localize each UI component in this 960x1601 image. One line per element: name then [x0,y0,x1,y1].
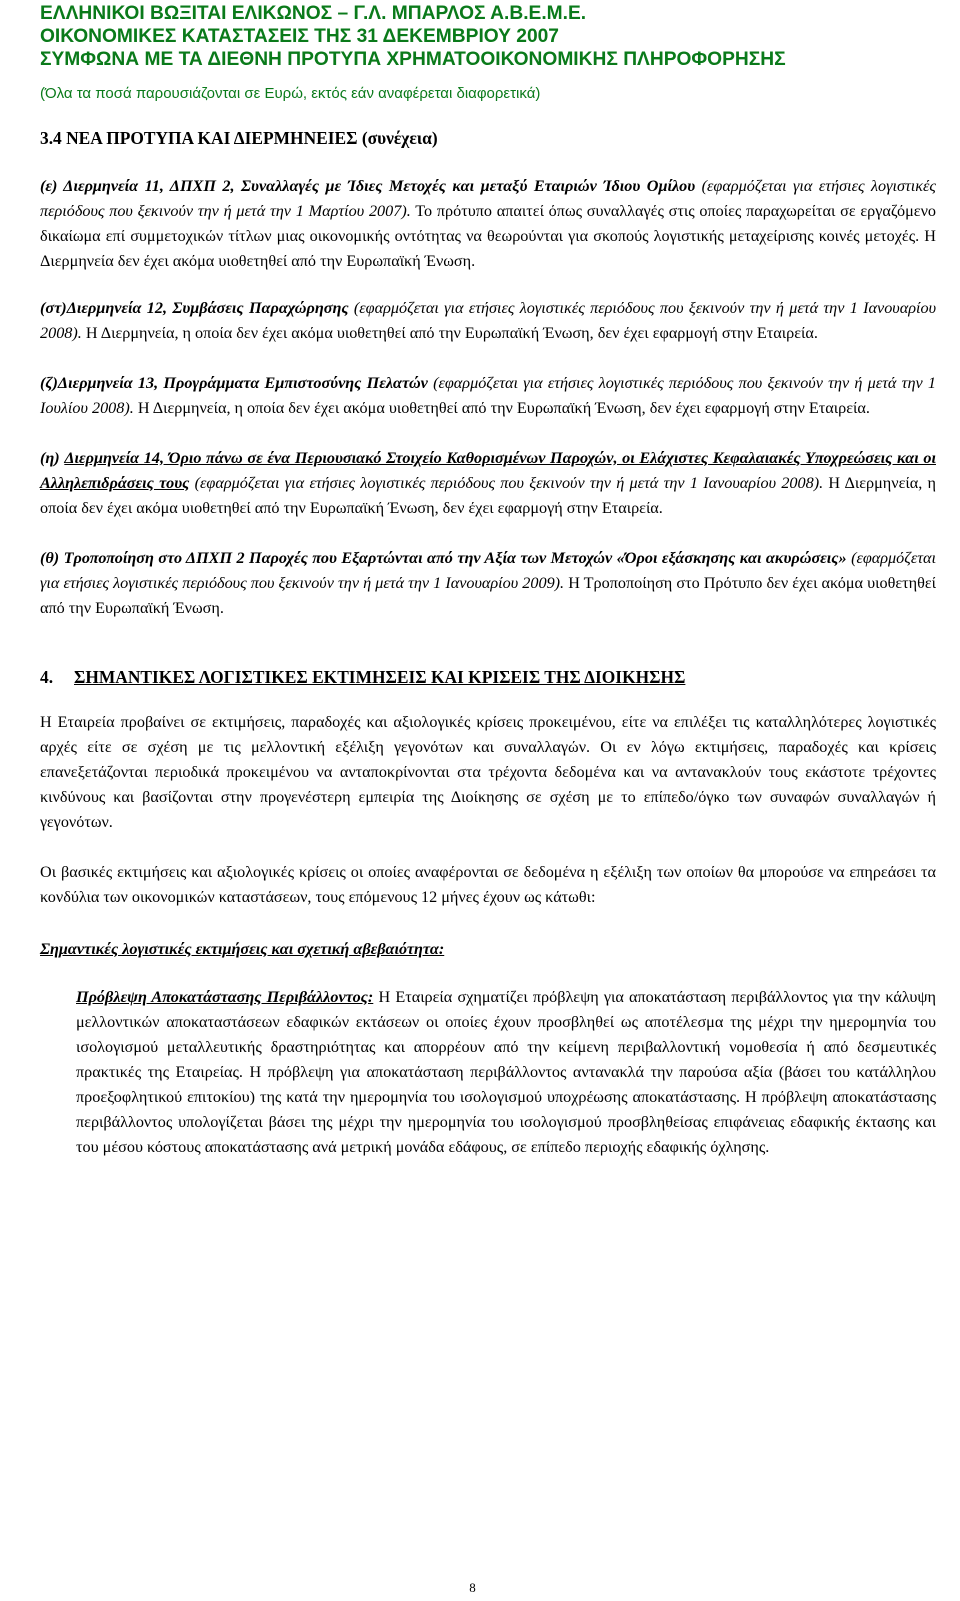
section-4-paragraph-1: Η Εταιρεία προβαίνει σε εκτιμήσεις, παραδοχές και αξιολογικές κρίσεις προκειμένου, είτε να επιλέξει τις καταλληλότερες λογιστικές αρχές είτε σε σχέση με τις μελλοντική εξέλιξη γεγονότων και συναλλαγών. Οι εν λόγω εκτιμήσεις, παραδοχές και κρίσεις επανεξετάζονται περιοδικά προκειμένου να ανταποκρίνονται στα τρέχοντα δεδομένα και να αντανακλούν τους εκάστοτε τρέχοντες κινδύνους και βασίζονται στην προγενέστερη εμπειρία της Διοίκησης σε σχέση με το επίπεδο/όγκο των συναφών συναλλαγών ή γεγονότων. [40,713,936,831]
environmental-provision-label: Πρόβλεψη Αποκατάστασης Περιβάλλοντος: [76,988,374,1006]
paragraph-h-text: Η Διερμηνεία, η οποία δεν έχει ακόμα υιοθετηθεί από την Ευρωπαϊκή Ένωση, δεν έχει εφαρμογή στην Εταιρεία. [40,474,936,517]
section-4-number: 4. [40,667,54,687]
paragraph-th [40,546,936,621]
paragraph-st-text: Η Διερμηνεία, η οποία δεν έχει ακόμα υιοθετηθεί από την Ευρωπαϊκή Ένωση, δεν έχει εφαρμογή στην Εταιρεία. [85,324,818,342]
paragraph-e-effective: (εφαρμόζεται για ετήσιες λογιστικές περιόδους που ξεκινούν την ή μετά την 1 Μαρτίου 2007). [40,177,936,220]
paragraph-st-effective: (εφαρμόζεται για ετήσιες λογιστικές περιόδους που ξεκινούν την ή μετά την 1 Ιανουαρίου 2008). [40,299,937,342]
paragraph-h [40,446,936,521]
paragraph-th-effective: (εφαρμόζεται για ετήσιες λογιστικές περιόδους που ξεκινούν την ή μετά την 1 Ιανουαρίου 2009). [40,549,936,592]
document-header [40,2,936,103]
paragraph-th-text: Η Τροποποίηση στο Πρότυπο δεν έχει ακόμα υιοθετηθεί από την Ευρωπαϊκή Ένωση. [40,574,937,617]
paragraph-e-label: (ε) Διερμηνεία 11, ΔΠΧΠ 2, Συναλλαγές με Ίδιες Μετοχές και μεταξύ Εταιριών Ίδιου Ομίλου [40,177,696,195]
paragraph-e [40,174,936,274]
paragraph-z [40,371,936,421]
standards-title: ΣΥΜΦΩΝΑ ΜΕ ΤΑ ΔΙΕΘΝΗ ΠΡΟΤΥΠΑ ΧΡΗΜΑΤΟΟΙΚΟΝΟΜΙΚΗΣ ΠΛΗΡΟΦΟΡΗΣΗΣ [40,49,786,70]
statements-title: ΟΙΚΟΝΟΜΙΚΕΣ ΚΑΤΑΣΤΑΣΕΙΣ ΤΗΣ 31 ΔΕΚΕΜΒΡΙΟΥ 2007 [40,26,559,47]
page-number: 8 [469,1580,476,1595]
paragraph-th-label: (θ) Τροποποίηση στο ΔΠΧΠ 2 Παροχές που Εξαρτώνται από την Αξία των Μετοχών «Όροι εξάσκησης και ακυρώσεις» [40,549,847,567]
company-name: ΕΛΛΗΝΙΚΟΙ ΒΩΞΙΤΑΙ ΕΛΙΚΩΝΟΣ – Γ.Λ. ΜΠΑΡΛΟΣ Α.Β.Ε.Μ.Ε. [40,3,587,24]
paragraph-st [40,296,936,346]
section-3-4-title: 3.4 ΝΕΑ ΠΡΟΤΥΠΑ ΚΑΙ ΔΙΕΡΜΗΝΕΙΕΣ (συνέχεια) [40,128,438,148]
paragraph-z-label: (ζ)Διερμηνεία 13, Προγράμματα Εμπιστοσύνης Πελατών [40,374,428,392]
estimates-subheading: Σημαντικές λογιστικές εκτιμήσεις και σχετική αβεβαιότητα: [40,940,445,958]
paragraph-z-text: Η Διερμηνεία, η οποία δεν έχει ακόμα υιοθετηθεί από την Ευρωπαϊκή Ένωση, δεν έχει εφαρμογή στην Εταιρεία. [137,399,870,417]
currency-note: (Όλα τα ποσά παρουσιάζονται σε Ευρώ, εκτός εάν αναφέρεται διαφορετικά) [40,85,541,102]
paragraph-h-label: Διερμηνεία 14, Όριο πάνω σε ένα Περιουσιακό Στοιχείο Καθορισμένων Παροχών, οι Ελάχιστες Κεφαλαιακές Υποχρεώσεις και οι Αλληλεπιδράσεις τους [40,449,936,492]
section-4-paragraph-2: Οι βασικές εκτιμήσεις και αξιολογικές κρίσεις οι οποίες αναφέρονται σε δεδομένα η εξέλιξη των οποίων θα μπορούσε να επηρεάσει τα κονδύλια των οικονομικών καταστάσεων, τους επόμενους 12 μήνες έχουν ως κάτωθι: [40,863,936,906]
paragraph-e-text: Το πρότυπο απαιτεί όπως συναλλαγές στις οποίες παραχωρείται σε εργαζόμενο δικαίωμα επί συμμετοχικών τίτλων μιας οικονομικής οντότητας να θεωρούνται για σκοπούς λογιστικής μεταχείρισης κοινές μετοχές. Η Διερμηνεία δεν έχει ακόμα υιοθετηθεί από την Ευρωπαϊκή Ένωση. [40,202,936,270]
paragraph-h-prefix: (η) [40,449,60,467]
environmental-provision-text: Η Εταιρεία σχηματίζει πρόβλεψη για αποκατάσταση περιβάλλοντος για την κάλυψη μελλοντικών αποκαταστάσεων εδαφικών εκτάσεων οι οποίες έχουν προσβληθεί ως αποτέλεσμα της μέχρι την ημερομηνία του ισολογισμού μεταλλευτικής δραστηριότητας και απορρέουν από την κείμενη περιβαλλοντική νομοθεσία ή από δεσμευτικές πρακτικές της Εταιρείας. Η πρόβλεψη για αποκατάσταση περιβάλλοντος αντανακλά την παρούσα αξία (βάσει του κατάλληλου προεξοφλητικού επιτοκίου) της κατά την ημερομηνία του ισολογισμού υποχρέωσης αποκατάστασης. Η πρόβλεψη αποκατάστασης περιβάλλοντος υπολογίζεται βάσει της μέχρι την ημερομηνία του ισολογισμού προσβληθείσας επιφάνειας εδαφικής έκτασης και του μέσου κόστους αποκατάστασης ανά μετρική μονάδα εδάφους, σε επίπεδο περιοχής εδαφικής όχλησης. [76,988,937,1156]
section-4-heading [40,666,936,688]
paragraph-st-label: (στ)Διερμηνεία 12, Συμβάσεις Παραχώρησης [40,299,349,317]
section-4-title: ΣΗΜΑΝΤΙΚΕΣ ΛΟΓΙΣΤΙΚΕΣ ΕΚΤΙΜΗΣΕΙΣ ΚΑΙ ΚΡΙΣΕΙΣ ΤΗΣ ΔΙΟΙΚΗΣΗΣ [74,667,686,687]
paragraph-h-effective: (εφαρμόζεται για ετήσιες λογιστικές περιόδους που ξεκινούν την ή μετά την 1 Ιανουαρίου 2008). [194,474,824,492]
environmental-provision-paragraph [40,985,936,1160]
paragraph-z-effective: (εφαρμόζεται για ετήσιες λογιστικές περιόδους που ξεκινούν την ή μετά την 1 Ιουλίου 2008). [40,374,936,417]
